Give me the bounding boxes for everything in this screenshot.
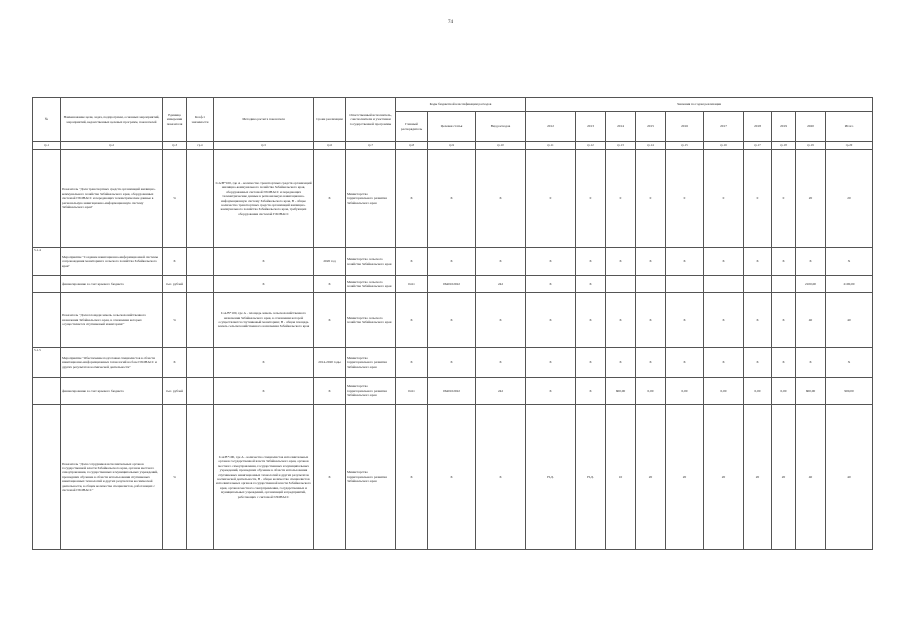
col-number: гр.5 [214,142,314,150]
row-year-value: 0,00 [772,378,796,405]
header-code-admin: Главный распорядитель [396,112,428,142]
row-year-value: X [772,348,796,378]
row-year-value: X [526,248,576,276]
row-weight [187,405,214,550]
row-year-value: 0 [704,150,744,248]
row-number [33,293,61,348]
row-code-admin: X [396,405,428,550]
table-row [33,276,873,293]
header-year: 2020 [796,112,826,142]
row-code-type: X [476,405,526,550]
row-code-admin: X [396,293,428,348]
row-code-target: X [428,348,476,378]
row-year-value: Н.Д. [576,405,606,550]
header-name: Наименование цели, задач, подпрограмм, основных мероприятий, мероприятий, ведомственных целевых программ, показателей [61,98,163,142]
row-unit: тыс. рублей [163,276,187,293]
row-method: X [214,276,314,293]
row-weight [187,348,214,378]
row-name: Мероприятие "Создание навигационно-информационной системы сопровождения мониторинга сельского хозяйства Забайкальского края" [61,248,163,276]
col-number: гр.20 [826,142,873,150]
row-year-value: 0 [636,150,666,248]
row-executor: Министерство сельского хозяйства Забайкальского края [346,293,396,348]
header-method: Методика расчета показателя [214,98,314,142]
row-year-value: X [606,348,636,378]
row-year-value: X [744,348,772,378]
row-code-target: 0640102022 [428,378,476,405]
row-year-value: X [526,378,576,405]
row-code-type: X [476,293,526,348]
col-number: гр.4 [187,142,214,150]
header-year: 2013 [576,112,606,142]
row-year-value: Н.Д. [526,405,576,550]
row-year-value: 40 [796,293,826,348]
col-number: гр.12 [576,142,606,150]
col-number: гр.3 [163,142,187,150]
row-weight [187,248,214,276]
row-name: Мероприятие "Обеспечение подготовки специалистов в области навигационно-информационных технологий на базе ГЛОНАСС и других результатов космической деятельности" [61,348,163,378]
row-executor: Министерство территориального развития Забайкальского края [346,150,396,248]
row-code-type: 242 [476,378,526,405]
row-year-value: 600,00 [606,378,636,405]
row-name: Показатель "Доля транспортных средств организаций жилищно-коммунального хозяйства Забайкальского края, оборудованных системой ГЛОНАСС и передающих телеметрические данные в региональную навигационно-информационную систему Забайкальского края" [61,150,163,248]
row-year-value: 0 [666,150,704,248]
row-year-value: X [704,348,744,378]
row-year-value: 20 [704,405,744,550]
col-number: гр.2 [61,142,163,150]
row-year-value: 20 [796,150,826,248]
row-year-value [772,276,796,293]
col-number: гр.13 [606,142,636,150]
row-method: X [214,248,314,276]
header-year: 2014 [606,112,636,142]
row-year-value [704,276,744,293]
table-row [33,348,873,378]
row-unit: X [163,348,187,378]
row-name: Показатель "Доля сотрудников исполнительных органов государственной власти Забайкальского края, органов местного самоуправления, государственных и муниципальных учреждений, прошедших обучение в области использования спутниковых навигационных технологий и других результатов космической деятельности, в общем количестве специалистов, работающих с системой ГЛОНАСС" [61,405,163,550]
header-year: 2016 [666,112,704,142]
col-number: гр.1 [33,142,61,150]
table-row [33,293,873,348]
row-year-value: 0 [526,150,576,248]
header-code-type: Вид расходов [476,112,526,142]
row-executor: Министерство территориального развития Забайкальского края [346,405,396,550]
header-total: Итого [826,112,873,142]
row-code-type: 242 [476,276,526,293]
row-number: 5.1.5 [33,348,61,378]
header-dates: Сроки реализации [314,98,346,142]
header-unit: Единица измерения показателя [163,98,187,142]
header-year: 2015 [636,112,666,142]
row-year-value: X [744,248,772,276]
row-year-value [606,276,636,293]
row-year-value: 40 [796,405,826,550]
row-year-value: X [636,293,666,348]
header-num: № [33,98,61,142]
col-number: гр.6 [314,142,346,150]
row-year-value: 0 [576,150,606,248]
header-year: 2018 [744,112,772,142]
row-year-value: X [526,276,576,293]
row-code-target: 0640102022 [428,276,476,293]
page-number: 74 [448,20,453,25]
col-number: гр.10 [476,142,526,150]
col-number: гр.9 [428,142,476,150]
row-year-value: X [772,248,796,276]
header-row [33,98,873,112]
row-code-target: X [428,293,476,348]
col-number: гр.11 [526,142,576,150]
row-year-value: X [576,348,606,378]
row-dates: 2014-2020 годы [314,348,346,378]
row-number [33,405,61,550]
row-code-target: X [428,150,476,248]
row-year-value: X [606,293,636,348]
row-year-value: X [744,293,772,348]
row-executor: Министерство сельского хозяйства Забайкальского края [346,276,396,293]
row-dates: X [314,378,346,405]
col-number: гр.16 [704,142,744,150]
row-year-value: 0,00 [666,378,704,405]
row-year-value: X [666,248,704,276]
row-code-admin: X [396,248,428,276]
row-year-value: 0,00 [744,378,772,405]
row-year-value: 0,00 [636,378,666,405]
row-dates: X [314,405,346,550]
row-year-value: 0,00 [704,378,744,405]
row-year-value: X [796,248,826,276]
row-dates: 2020 год [314,248,346,276]
row-total: 20 [826,150,873,248]
row-unit: X [163,248,187,276]
row-method: I=A/B*100, где А - количество транспортных средств организаций жилищно-коммунального хозяйства Забайкальского края, оборудованных системой ГЛОНАСС и передающих телеметрические данные в региональную навигационно-информационную систему Забайкальского края, В - общее количество транспортных средств организаций жилищно-коммунального хозяйства Забайкальского края, требующих оборудования системой ГЛОНАСС [214,150,314,248]
row-name: Показатель "Доля площади земель сельскохозяйственного назначения Забайкальского края, в отношении которых осуществляется спутниковый мониторинг" [61,293,163,348]
program-table [32,97,873,550]
row-dates: X [314,150,346,248]
col-number: гр.15 [666,142,704,150]
row-method: I=A/B*100, где А - площадь земель сельскохозяйственного назначения Забайкальского края, в отношении которой осуществляется спутниковый мониторинг, В - общая площадь земель сельскохозяйственного назначения Забайкальского края [214,293,314,348]
row-weight [187,378,214,405]
row-year-value: X [666,293,704,348]
row-year-value: 600,00 [796,378,826,405]
header-year: 2019 [772,112,796,142]
row-total: 900,00 [826,378,873,405]
row-method: X [214,348,314,378]
header-year: 2012 [526,112,576,142]
row-year-value: 0 [606,150,636,248]
row-name: финансирование за счет краевого бюджета [61,276,163,293]
row-method: X [214,378,314,405]
row-year-value: 0 [744,150,772,248]
row-method: I=A/B*100, где А - количество специалистов исполнительных органов государственной власти Забайкальского края, органов местного самоуправления, государственных и муниципальных учреждений, прошедших обучение в области использования спутниковых навигационных технологий и других результатов космической деятельности, В - общее количество специалистов исполнительных органов государственной власти Забайкальского края, органов местного самоуправления, государственных и муниципальных учреждений, организаций и предприятий, работающих с системой ГЛОНАСС [214,405,314,550]
table-row [33,378,873,405]
row-year-value: 0 [772,150,796,248]
row-number [33,150,61,248]
col-number: гр.8 [396,142,428,150]
col-number: гр.17 [744,142,772,150]
header-code-target: Целевая статья [428,112,476,142]
col-number: гр.14 [636,142,666,150]
row-unit: % [163,405,187,550]
row-year-value: X [666,348,704,378]
row-year-value: X [576,248,606,276]
row-number [33,276,61,293]
header-year: 2017 [704,112,744,142]
row-number [33,378,61,405]
col-number: гр.19 [796,142,826,150]
row-year-value: X [704,293,744,348]
row-unit: % [163,293,187,348]
row-weight [187,150,214,248]
col-number: гр.7 [346,142,396,150]
row-year-value [636,276,666,293]
row-dates: X [314,276,346,293]
row-number: 5.1.4 [33,248,61,276]
col-number: гр.18 [772,142,796,150]
row-year-value: X [526,293,576,348]
row-year-value [744,276,772,293]
row-code-admin: X [396,150,428,248]
table-row [33,150,873,248]
row-year-value: X [704,248,744,276]
header-weight: Коэф-т значимости [187,98,214,142]
row-year-value [666,276,704,293]
row-year-value: X [636,248,666,276]
row-code-admin: 0411 [396,378,428,405]
row-code-target: X [428,405,476,550]
row-name: финансирование за счет краевого бюджета [61,378,163,405]
row-year-value: X [636,348,666,378]
table-row [33,405,873,550]
row-code-admin: 0411 [396,276,428,293]
row-total: 40 [826,405,873,550]
table-row [33,248,873,276]
row-total: 2100,00 [826,276,873,293]
row-executor: Министерство сельского хозяйства Забайкальского края [346,248,396,276]
header-codes-group: Коды бюджетной классификации расходов [396,98,526,112]
row-year-value: 2100,00 [796,276,826,293]
row-weight [187,276,214,293]
row-code-type: X [476,150,526,248]
row-year-value: X [606,248,636,276]
row-year-value: 20 [636,405,666,550]
row-total: X [826,248,873,276]
row-code-target: X [428,248,476,276]
row-total: 40 [826,293,873,348]
row-year-value: X [796,348,826,378]
row-unit: % [163,150,187,248]
row-year-value: X [576,378,606,405]
row-executor: Министерство территориального развития Забайкальского края [346,378,396,405]
row-code-admin: X [396,348,428,378]
row-total: X [826,348,873,378]
row-code-type: X [476,348,526,378]
row-unit: тыс. рублей [163,378,187,405]
column-numbers-row [33,142,873,150]
row-year-value: X [772,293,796,348]
row-year-value: X [576,276,606,293]
header-executor: Ответственный исполнитель, соисполнители и участники государственной программы [346,98,396,142]
row-year-value: X [576,293,606,348]
row-year-value: 20 [666,405,704,550]
row-year-value: 20 [744,405,772,550]
row-weight [187,293,214,348]
row-dates: X [314,293,346,348]
row-year-value: 10 [606,405,636,550]
row-code-type: X [476,248,526,276]
row-year-value: 20 [772,405,796,550]
row-executor: Министерство территориального развития Забайкальского края [346,348,396,378]
row-year-value: X [526,348,576,378]
header-values-group: Значения по годам реализации [526,98,873,112]
